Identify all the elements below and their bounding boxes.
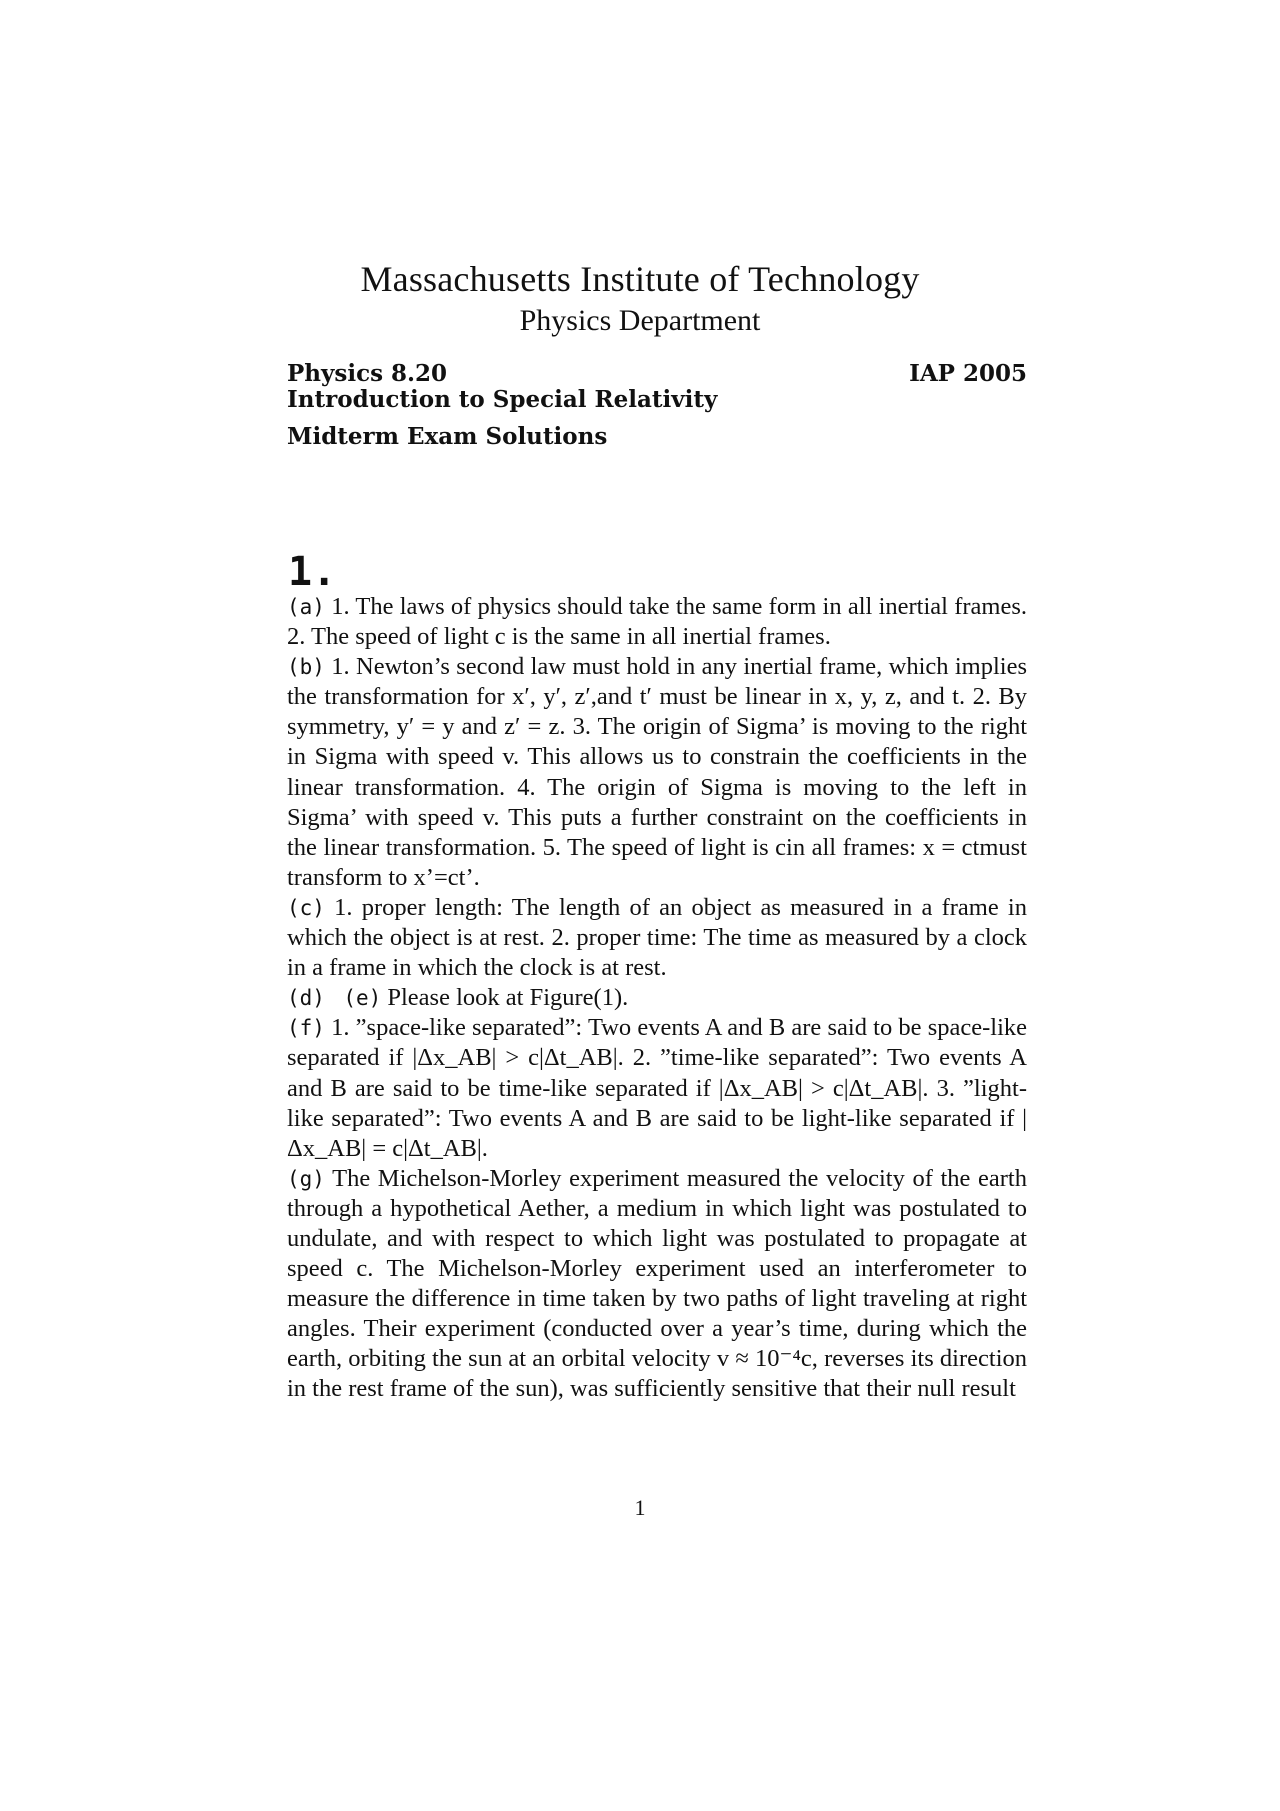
institution-title: Massachusetts Institute of Technology — [360, 259, 920, 299]
part-tag: (g) — [287, 1166, 325, 1191]
part-tag: (f) — [287, 1016, 325, 1041]
part-tag: (e) — [343, 986, 382, 1011]
part-d-e — [287, 983, 1027, 1013]
part-c — [287, 893, 1027, 983]
document-title-row — [287, 423, 1027, 449]
term: IAP 2005 — [909, 360, 1027, 387]
part-g — [287, 1164, 1027, 1405]
part-tag: (c) — [287, 895, 325, 920]
document-title: Midterm Exam Solutions — [287, 423, 608, 450]
part-a — [287, 592, 1027, 652]
part-tag: (a) — [287, 595, 325, 619]
part-b — [287, 652, 1027, 893]
course-number: Physics 8.20 — [287, 360, 448, 387]
part-text: 1. The laws of physics should take the same form in all inertial frames. 2. The speed of light c is the same in all inertial frames. — [287, 593, 1028, 651]
course-meta — [287, 360, 1027, 449]
problem-number: 1. — [288, 549, 337, 595]
part-text: 1. ”space-like separated”: Two events A and B are said to be space-like separated if |Δx_AB| > c|Δt_AB|. 2. ”time-like separated”: Two events A and B are said to be time-like separated if |Δx_AB| > c|Δt_AB|. 3. ”light-like separated”: Two events A and B are said to be light-like separated if |Δx_AB| = c|Δt_AB|. — [287, 1014, 1028, 1162]
part-tag: (d) — [287, 986, 325, 1011]
department-title: Physics Department — [519, 304, 761, 337]
course-title: Introduction to Special Relativity — [287, 386, 718, 413]
part-text: 1. proper length: The length of an object as measured in a frame in which the object is at rest. 2. proper time: The time as measured by a clock in a frame in which the clock is at rest. — [287, 893, 1027, 982]
course-meta-row — [287, 360, 1027, 386]
part-tag: (b) — [287, 655, 325, 680]
solution-text — [287, 592, 1027, 1405]
course-title-row — [287, 386, 1027, 412]
part-text: The Michelson-Morley experiment measured the velocity of the earth through a hypothetical Aether, a medium in which light was postulated to undulate, and with respect to which light was postulated to propagate at speed c. The Michelson-Morley experiment used an interferometer to measure the difference in time taken by two paths of light traveling at right angles. Their experiment (conducted over a year’s time, during which the earth, orbiting the sun at an orbital velocity v ≈ 10⁻⁴c, reverses its direction in the rest frame of the sun), was sufficiently sensitive that their null result — [287, 1164, 1027, 1403]
part-text: Please look at Figure(1). — [387, 984, 629, 1012]
part-f — [287, 1013, 1027, 1163]
part-text: 1. Newton’s second law must hold in any inertial frame, which implies the transformation for x′, y′, z′,and t′ must be linear in x, y, z, and t. 2. By symmetry, y′ = y and z′ = z. 3. The origin of Sigma’ is moving to the right in Sigma with speed v. This allows us to constrain the coefficients in the linear transformation. 4. The origin of Sigma is moving to the left in Sigma’ with speed v. This puts a further constraint on the coefficients in the linear transformation. 5. The speed of light is cin all frames: x = ctmust transform to x’=ct’. — [287, 653, 1027, 891]
page-number: 1 — [634, 1495, 646, 1520]
